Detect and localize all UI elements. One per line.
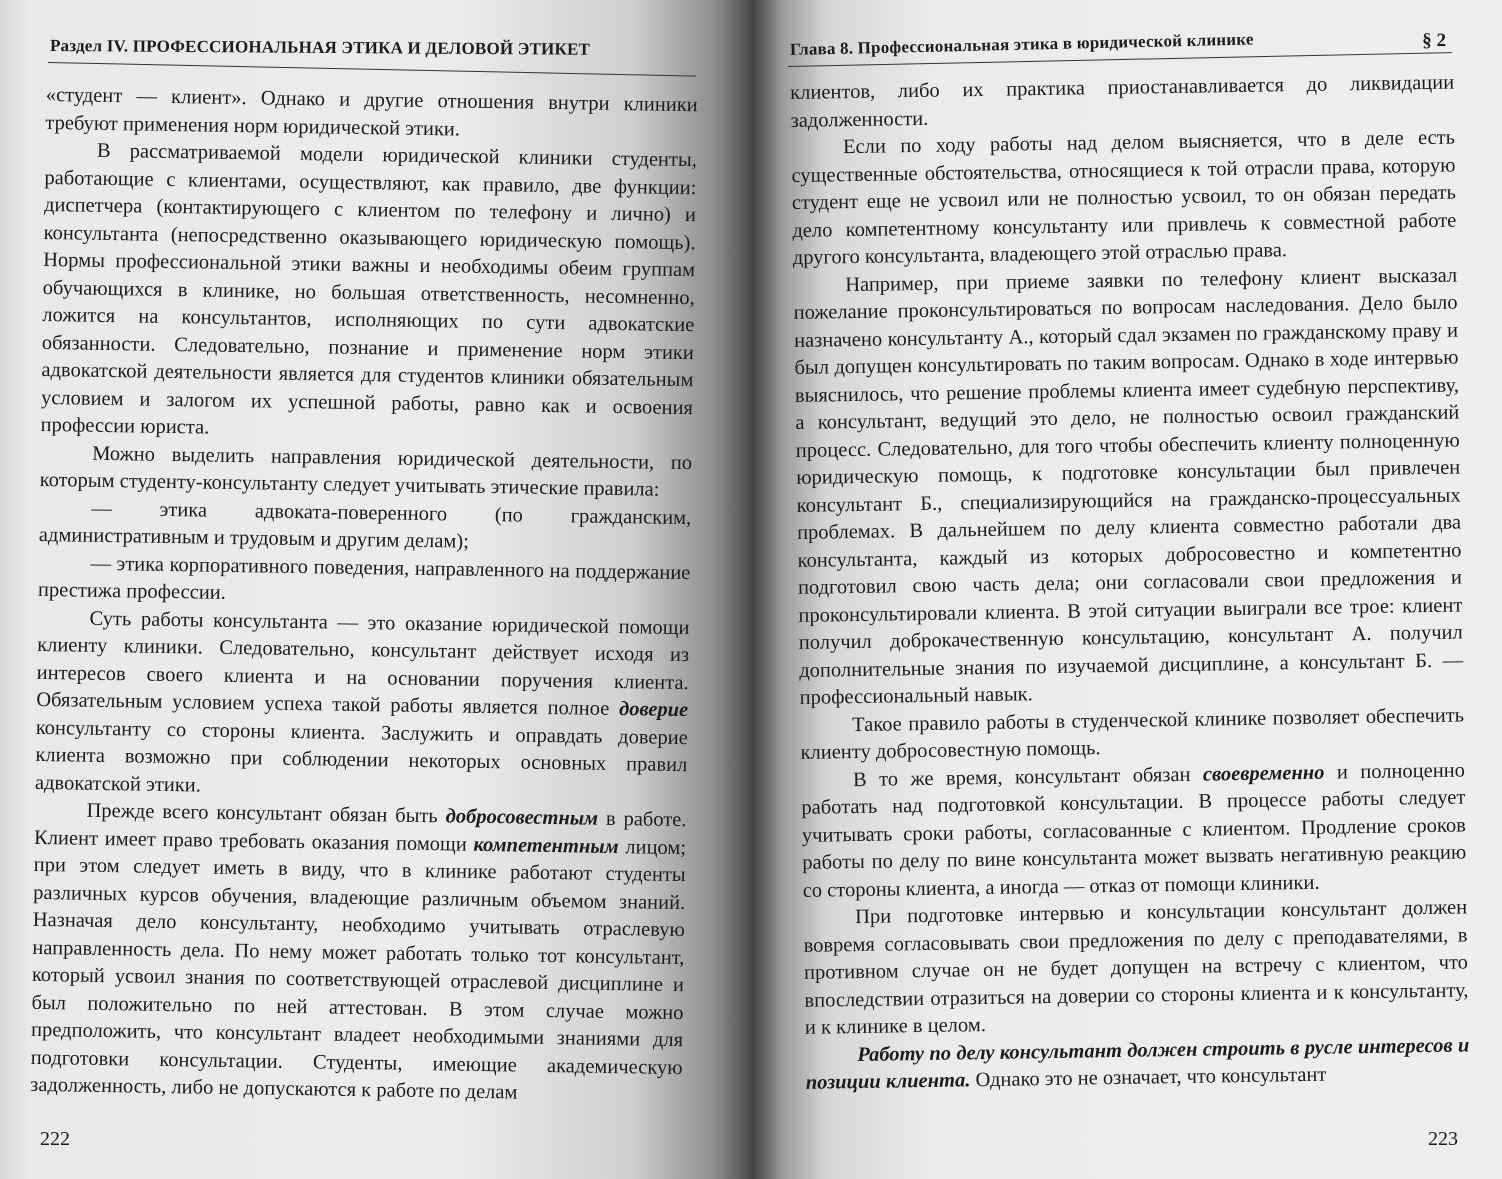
- emphasized-text: добросовестным: [445, 805, 599, 830]
- text-segment: Такое правило работы в студенческой клинике позволяет обеспечить клиенту добросовестную помощь.: [800, 703, 1465, 764]
- paragraph: [35, 604, 690, 807]
- text-segment: Можно выделить направления юридической деятельности, по которым студенту-консультанту следует учитывать этические правила:: [39, 442, 693, 501]
- paragraph: [791, 125, 1457, 273]
- text-segment: В рассматриваемой модели юридической клиники студенты, работающие с клиентами, осуществляют, как правило, две функции: диспетчера (контактирующего с клиентом по телефону и лично) и консультанта (непосредственно оказывающего юридическую помощь). Нормы профессиональной этики важны и необходимы обеим группам обучающихся в клинике, но большая ответственность, несомненно, ложится на консультантов, исполняющих по сути адвокатские обязанности. Следовательно, познание и применение норм этики адвокатской деятельности является для студентов клиники обязательным условием и залогом их успешной работы, равно как и освоения профессии юриста.: [40, 139, 698, 439]
- paragraph: [801, 757, 1467, 905]
- text-segment: При подготовке интервью и консультации консультант должен вовремя согласовывать свои предложения по делу с преподавателями, в противном случае он не будет допущен на встречу с клиентом, что впоследствии отразиться на доверии со стороны клиента и к консультанту, и к клинике в целом.: [803, 896, 1469, 1039]
- text-segment: консультанту со стороны клиента. Заслужить и оправдать доверие клиента возможно при соблюдении некоторых основных правил адвокатской этики.: [34, 716, 688, 797]
- running-header: Глава 8. Профессиональная этика в юридической клинике: [789, 29, 1254, 59]
- emphasized-text: Работу по делу консультант должен строить в русле интересов и позиции клиента.: [805, 1033, 1470, 1094]
- text-segment: Прежде всего консультант обязан быть: [86, 799, 446, 828]
- paragraph: [40, 439, 693, 504]
- paragraph: [30, 797, 687, 1110]
- paragraph: [40, 137, 697, 450]
- page-number: 222: [40, 1128, 70, 1150]
- emphasized-text: доверие: [618, 698, 689, 722]
- text-segment: Однако это не означает, что консультант: [970, 1063, 1327, 1092]
- text-segment: Например, при приеме заявки по телефону клиент высказал пожелание проконсультироваться по вопросам наследования. Дело было назначено консультанту А., который сдал экзамен по гражданскому праву и был допущен консультировать по таким вопросам. Однако в ходе интервью выяснилось, что решение проблемы клиента имеет судебную перспективу, а консультант, ведущий это дело, не полностью освоил гражданский процесс. Следовательно, для того чтобы обеспечить клиенту полноценную юридическую помощь, к подготовке консультации был привлечен консультант Б., специализирующийся на гражданско-процессуальных проблемах. В дальнейшем по делу клиента совместно работали два консультанта, каждый из которых добросовестно и компетентно подготовил свою часть дела; они согласовали свои предложения и проконсультировали клиента. В этой ситуации выиграли все трое: клиент получил доброкачественную консультацию, консультант А. получил дополнительные знания по изучаемой дисциплине, а консультант Б. — профессиональный навык.: [793, 264, 1464, 709]
- emphasized-text: своевременно: [1202, 761, 1325, 786]
- text-segment: — этика корпоративного поведения, направленного на поддержание престижа профессии.: [37, 552, 691, 604]
- paragraph: [45, 82, 698, 147]
- body-text: [30, 82, 698, 1110]
- emphasized-text: компетентным: [473, 833, 619, 858]
- text-segment: Если по ходу работы над делом выясняется, что в деле есть существенные обстоятельства, относящиеся к той отрасли права, которую студент еще не усвоил или не полностью усвоил, то он обязан передать дело компетентному консультанту или привлечь к совместной работе другого консультанта, владеющего этой отраслью права.: [791, 126, 1457, 269]
- paragraph: [793, 262, 1464, 712]
- paragraph: [39, 494, 692, 559]
- paragraph: [805, 1032, 1470, 1097]
- text-segment: в работе. Клиент имеет право требовать оказания помощи: [33, 807, 687, 856]
- header-rule: [48, 62, 696, 77]
- paragraph: [38, 549, 691, 614]
- text-segment: лицом; при этом следует иметь в виду, что в клинике работают студенты различных курсов обучения, владеющие различным объемом знаний. Назначая дело консультанту, необходимо учитывать отраслевую направленность дела. По нему может работать только тот консультант, который усвоил знания по соответствующей отраслевой дисциплине и был положительно по ней аттестован. В этом случае можно предположить, что консультант владеет необходимыми знаниями для подготовки консультации. Студенты, имеющие академическую задолженность, либо не допускаются к работе по делам: [30, 835, 687, 1104]
- running-header: Раздел IV. ПРОФЕССИОНАЛЬНАЯ ЭТИКА И ДЕЛОВОЙ ЭТИКЕТ: [49, 36, 591, 59]
- text-segment: — этика адвоката-поверенного (по гражданским, административным и трудовым и другим делам);: [38, 497, 692, 553]
- right-page: [752, 0, 1502, 1179]
- section-mark: § 2: [1422, 30, 1446, 51]
- body-text: [790, 70, 1470, 1098]
- text-segment: и полноценно работать над подготовкой консультации. В процессе работы следует учитывать сроки работы, согласованные с клиентом. Продление сроков работы по делу по вине консультанта может вызвать негативную реакцию со стороны клиента, а иногда — отказ от помощи клиники.: [801, 758, 1467, 902]
- text-segment: В то же время, консультант обязан: [852, 763, 1204, 791]
- text-segment: клиентов, либо их практика приостанавливается до ликвидации задолженности.: [790, 71, 1455, 132]
- text-segment: «студент — клиент». Однако и другие отношения внутри клиники требуют применения норм юридической этики.: [45, 83, 698, 141]
- text-segment: Суть работы консультанта — это оказание юридической помощи клиенту клиники. Следовательно, консультант действует исходя из интересов своего клиента и на основании поручения клиента. Обязательным условием успеха такой работы является полное: [36, 607, 690, 721]
- page-number: 223: [1428, 1128, 1458, 1150]
- paragraph: [803, 894, 1469, 1042]
